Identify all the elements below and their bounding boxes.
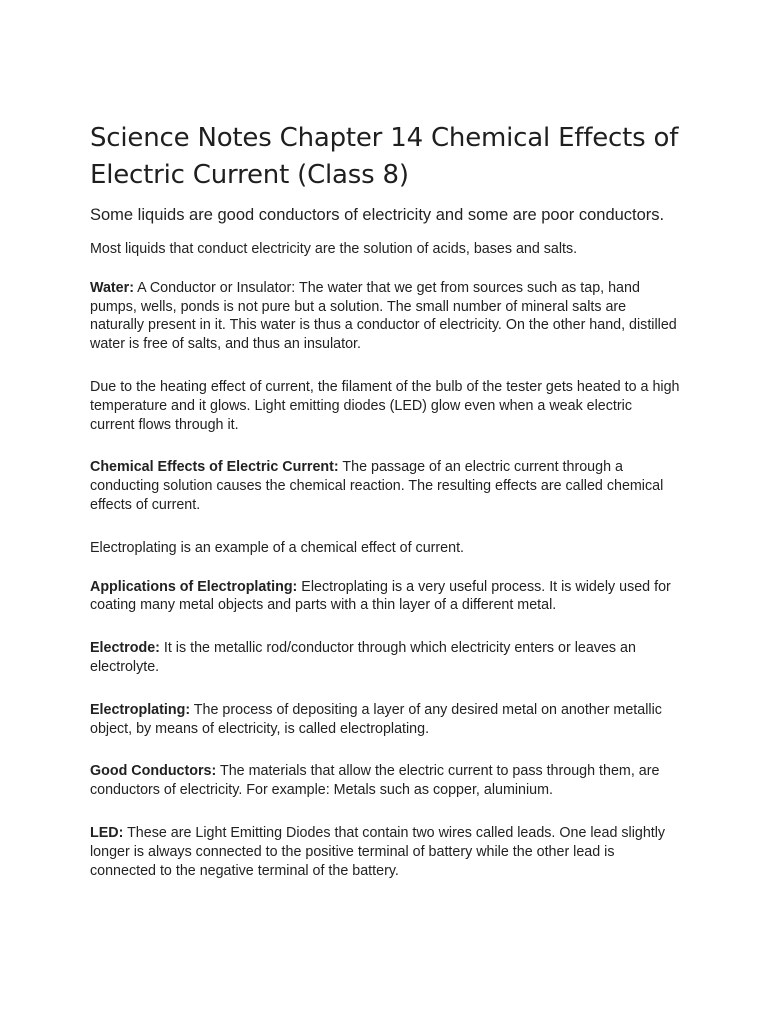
paragraph-electrode [90, 639, 680, 677]
paragraph-term: Good Conductors: [90, 763, 217, 780]
paragraph-electroplating-example [90, 539, 680, 558]
paragraph-term: Applications of Electroplating: [90, 578, 298, 595]
paragraph-heating-effect [90, 378, 680, 434]
paragraph-text: The process of depositing a layer of any desired metal on another metallic object, by means of electricity, is called electroplating. [90, 701, 662, 737]
paragraph-liquids [90, 240, 680, 259]
paragraph-term: Electrode: [90, 640, 160, 657]
paragraph-text: Electroplating is a very useful process. It is widely used for coating many metal objects and parts with a thin layer of a different metal. [90, 578, 671, 614]
document-page [90, 120, 680, 904]
paragraph-text: Most liquids that conduct electricity are the solution of acids, bases and salts. [90, 241, 578, 257]
paragraph-text: The passage of an electric current through a conducting solution causes the chemical reaction. The resulting effects are called chemical effects of current. [90, 459, 664, 513]
paragraph-text: The materials that allow the electric current to pass through them, are conductors of electricity. For example: Metals such as copper, aluminium. [90, 763, 660, 799]
paragraph-chemical-effects [90, 458, 680, 514]
paragraph-text: It is the metallic rod/conductor through which electricity enters or leaves an electrolyte. [90, 640, 636, 675]
paragraph-text: Due to the heating effect of current, the filament of the bulb of the tester gets heated to a high temperature and it glows. Light emitting diodes (LED) glow even when a weak electric current flows through it. [90, 378, 680, 433]
paragraph-led [90, 824, 680, 880]
paragraph-good-conductors [90, 762, 680, 800]
paragraph-term: Water: [90, 279, 134, 296]
paragraph-applications [90, 578, 680, 616]
paragraph-text: Electroplating is an example of a chemical effect of current. [90, 539, 465, 556]
lead-paragraph: Some liquids are good conductors of electricity and some are poor conductors. [90, 206, 665, 224]
paragraph-term: Chemical Effects of Electric Current: [90, 459, 339, 476]
paragraph-text: These are Light Emitting Diodes that contain two wires called leads. One lead slightly longer is always connected to the positive terminal of battery while the other lead is connected to the negative terminal of the battery. [90, 824, 666, 879]
paragraph-term: Electroplating: [90, 701, 191, 718]
paragraph-electroplating-definition [90, 701, 680, 739]
paragraph-text: A Conductor or Insulator: The water that we get from sources such as tap, hand pumps, wells, ponds is not pure but a solution. The small number of mineral salts are naturally present in it. This water is thus a conductor of electricity. On the other hand, distilled water is free of salts, and thus an insulator. [90, 279, 677, 353]
page-title: Science Notes Chapter 14 Chemical Effects of Electric Current (Class 8) [90, 123, 679, 190]
paragraph-water [90, 279, 680, 354]
paragraph-term: LED: [90, 824, 124, 841]
